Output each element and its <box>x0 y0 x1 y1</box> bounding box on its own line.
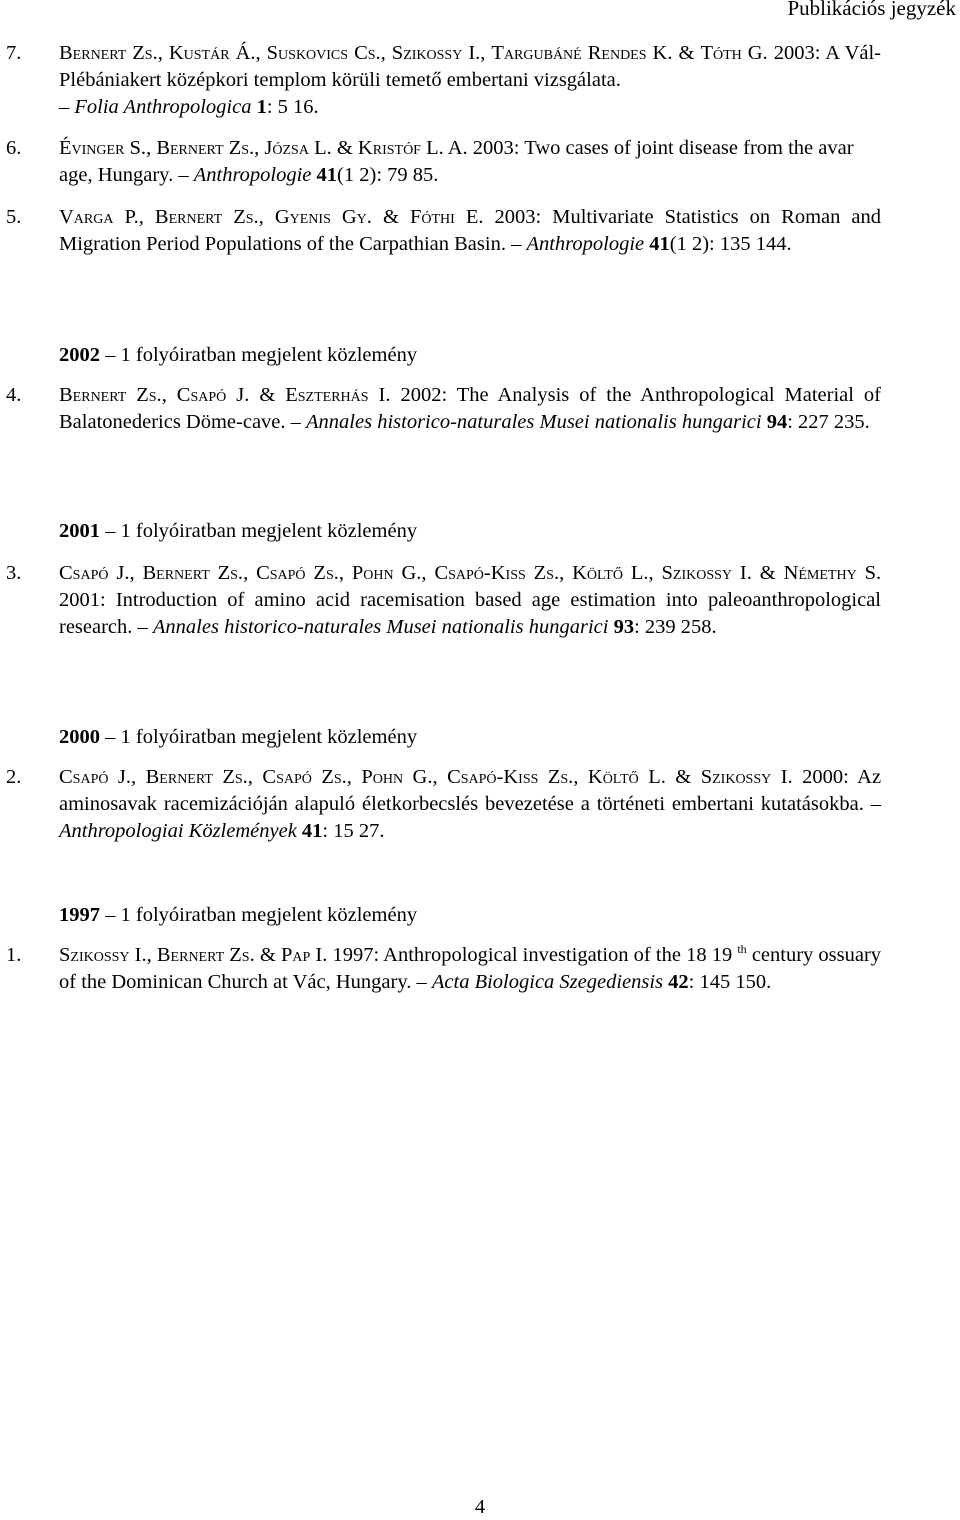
author: Suskovics Cs. <box>266 42 381 64</box>
section-label: 1 folyóiratban megjelent közlemény <box>120 726 418 748</box>
pages: : 227 235. <box>787 411 870 433</box>
author: Varga P. <box>59 206 139 228</box>
author: Bernert Zs. <box>142 562 244 584</box>
author: Szikossy I. <box>391 42 481 64</box>
author: Költő L. <box>587 766 666 788</box>
pages: : 145 150. <box>688 971 772 993</box>
author: Bernert Zs. <box>156 137 255 159</box>
author: Költő L. <box>572 562 649 584</box>
publication-entry <box>6 560 881 641</box>
author: Gyenis Gy. <box>274 206 372 228</box>
author: Bernert Zs. <box>154 206 259 228</box>
entry-number: 3. <box>6 562 22 584</box>
author: Bernert Zs. <box>59 42 158 64</box>
author: Bernert Zs. <box>145 766 248 788</box>
publication-entry <box>6 204 881 258</box>
author: Tóth G. <box>700 42 768 64</box>
author: Szikossy I. <box>661 562 752 584</box>
section-heading: 2002 – 1 folyóiratban megjelent közlemény <box>59 344 418 366</box>
entry-text: Varga P., Bernert Zs., Gyenis Gy. & Fóthi E. 2003: Multivariate Statistics on Roman and Migration Period Populations of the Carpathian Basin. – Anthropologie 41(1 2): 135 144. <box>59 206 882 255</box>
section-heading: 2000 – 1 folyóiratban megjelent közlemény <box>59 726 418 748</box>
journal-name: Acta Biologica Szegediensis <box>431 971 664 993</box>
year-title: 2003: Two cases of joint disease from the avar age, Hungary. <box>59 137 854 186</box>
section-label: 1 folyóiratban megjelent közlemény <box>120 344 418 366</box>
volume: 1 <box>256 96 267 118</box>
author: Csapó Zs. <box>256 562 339 584</box>
entry-text: Csapó J., Bernert Zs., Csapó Zs., Pohn G., Csapó-Kiss Zs., Költő L., Szikossy I. & Némethy S. 2001: Introduction of amino acid racemisation based age estimation into paleoanthropological research. – Annales historico-naturales Musei nationalis hungarici 93: 239 258. <box>59 562 882 638</box>
publication-entry <box>6 764 881 845</box>
section-year: 2001 <box>59 520 100 542</box>
pages: : 15 27. <box>322 820 385 842</box>
volume: 41 <box>301 820 323 842</box>
entry-text: Évinger S., Bernert Zs., Józsa L. & Kristóf L. A. 2003: Two cases of joint disease from the avar age, Hungary. – Anthropologie 41(1 2): 79 85. <box>59 137 854 186</box>
entry-number: 5. <box>6 206 22 228</box>
author: Csapó J. <box>176 384 250 406</box>
pages: 5 16. <box>277 96 319 118</box>
page-number: 4 <box>474 1496 486 1518</box>
section-year: 2000 <box>59 726 100 748</box>
journal-name: Anthropologie <box>193 164 312 186</box>
year-title: 2000: Az aminosavak racemizációján alapuló életkorbecslés bevezetése a történeti embertani kutatásokba. <box>59 766 882 815</box>
publication-entry <box>6 382 881 436</box>
author: Eszterhás I. <box>285 384 391 406</box>
author: Józsa L. <box>264 137 332 159</box>
author: Évinger S. <box>59 137 147 159</box>
section-heading: 2001 – 1 folyóiratban megjelent közlemény <box>59 520 418 542</box>
volume: 41 <box>316 164 338 186</box>
journal-name: Anthropologiai Közlemények <box>59 820 297 842</box>
section-year: 2002 <box>59 344 100 366</box>
author: Csapó J. <box>59 766 132 788</box>
journal-name: Anthropologie <box>526 233 645 255</box>
author: Kustár Á. <box>168 42 256 64</box>
author: Szikossy I. <box>700 766 793 788</box>
section-heading: 1997 – 1 folyóiratban megjelent közlemény <box>59 904 418 926</box>
publication-entry <box>6 135 881 189</box>
author: Bernert Zs. <box>59 384 162 406</box>
section-label: 1 folyóiratban megjelent közlemény <box>120 904 418 926</box>
volume: 41 <box>649 233 670 255</box>
year-title: 2002: The Analysis of the Anthropological Material of Balatonederics Döme-cave. <box>59 384 882 433</box>
entry-text: Bernert Zs., Csapó J. & Eszterhás I. 2002: The Analysis of the Anthropological Material of Balatonederics Döme-cave. – Annales historico-naturales Musei nationalis hungarici 94: 227 235. <box>59 384 882 433</box>
author: Pohn G. <box>351 562 422 584</box>
author: Csapó-Kiss Zs. <box>434 562 560 584</box>
journal-name: Annales historico-naturales Musei nationalis hungarici <box>152 616 609 638</box>
entry-text: Csapó J., Bernert Zs., Csapó Zs., Pohn G., Csapó-Kiss Zs., Költő L. & Szikossy I. 2000: Az aminosavak racemizációján alapuló életkorbecslés bevezetése a történeti embertani kutatásokba. – Anthropologiai Közlemények 41: 15 27. <box>59 766 882 842</box>
entry-number: 4. <box>6 384 22 406</box>
section-year: 1997 <box>59 904 100 926</box>
entry-number: 2. <box>6 766 22 788</box>
author: Szikossy I. <box>59 944 147 966</box>
publication-entry <box>6 40 881 121</box>
superscript: th <box>737 942 747 957</box>
author: Némethy S. <box>783 562 882 584</box>
pages: : 239 258. <box>634 616 717 638</box>
author: Kristóf L. A. <box>357 137 468 159</box>
journal-name: Annales historico-naturales Musei nationalis hungarici <box>306 411 762 433</box>
entry-number: 1. <box>6 944 22 966</box>
author: Csapó-Kiss Zs. <box>447 766 574 788</box>
issue-pages: (1 2): 79 85. <box>337 164 439 186</box>
author: Csapó Zs. <box>262 766 347 788</box>
volume: 93 <box>613 616 635 638</box>
volume: 94 <box>766 411 788 433</box>
page-header: Publikációs jegyzék <box>787 0 956 20</box>
year-title: 1997: Anthropological investigation of the 18 19 <box>332 944 733 966</box>
year-title: 2003: Multivariate Statistics on Roman and Migration Period Populations of the Carpathian Basin. <box>59 206 882 255</box>
journal-name: Folia Anthropologica <box>74 96 252 118</box>
entry-number: 7. <box>6 42 22 64</box>
section-label: 1 folyóiratban megjelent közlemény <box>120 520 418 542</box>
year-title: 2001: Introduction of amino acid racemisation based age estimation into paleoanthropological research. <box>59 589 881 638</box>
author: Targubáné Rendes K. <box>491 42 673 64</box>
volume: 42 <box>668 971 689 993</box>
author: Bernert Zs. <box>156 944 255 966</box>
entry-number: 6. <box>6 137 22 159</box>
issue-pages: (1 2): 135 144. <box>669 233 792 255</box>
author: Csapó J. <box>59 562 130 584</box>
year-title-continued: century ossuary of the Dominican Church at Vác, Hungary. <box>59 944 882 993</box>
year-title: 2003: A Vál-Plébániakert középkori templom körüli temető embertani vizsgálata. <box>59 42 881 91</box>
publication-entry <box>6 942 881 996</box>
author: Pohn G. <box>361 766 433 788</box>
entry-text: Bernert Zs., Kustár Á., Suskovics Cs., Szikossy I., Targubáné Rendes K. & Tóth G. 2003: A Vál-Plébániakert középkori templom körüli temető embertani vizsgálata. – Folia Anthropologica 1: 5 16. <box>59 42 881 118</box>
author: Fóthi E. <box>409 206 484 228</box>
author: Pap I. <box>280 944 328 966</box>
entry-text: Szikossy I., Bernert Zs. & Pap I. 1997: Anthropological investigation of the 18 19 $^{th}$ century ossuary of the Dominican Church at Vác, Hungary. – Acta Biologica Szegediensis 42: 145 150. <box>59 942 882 993</box>
